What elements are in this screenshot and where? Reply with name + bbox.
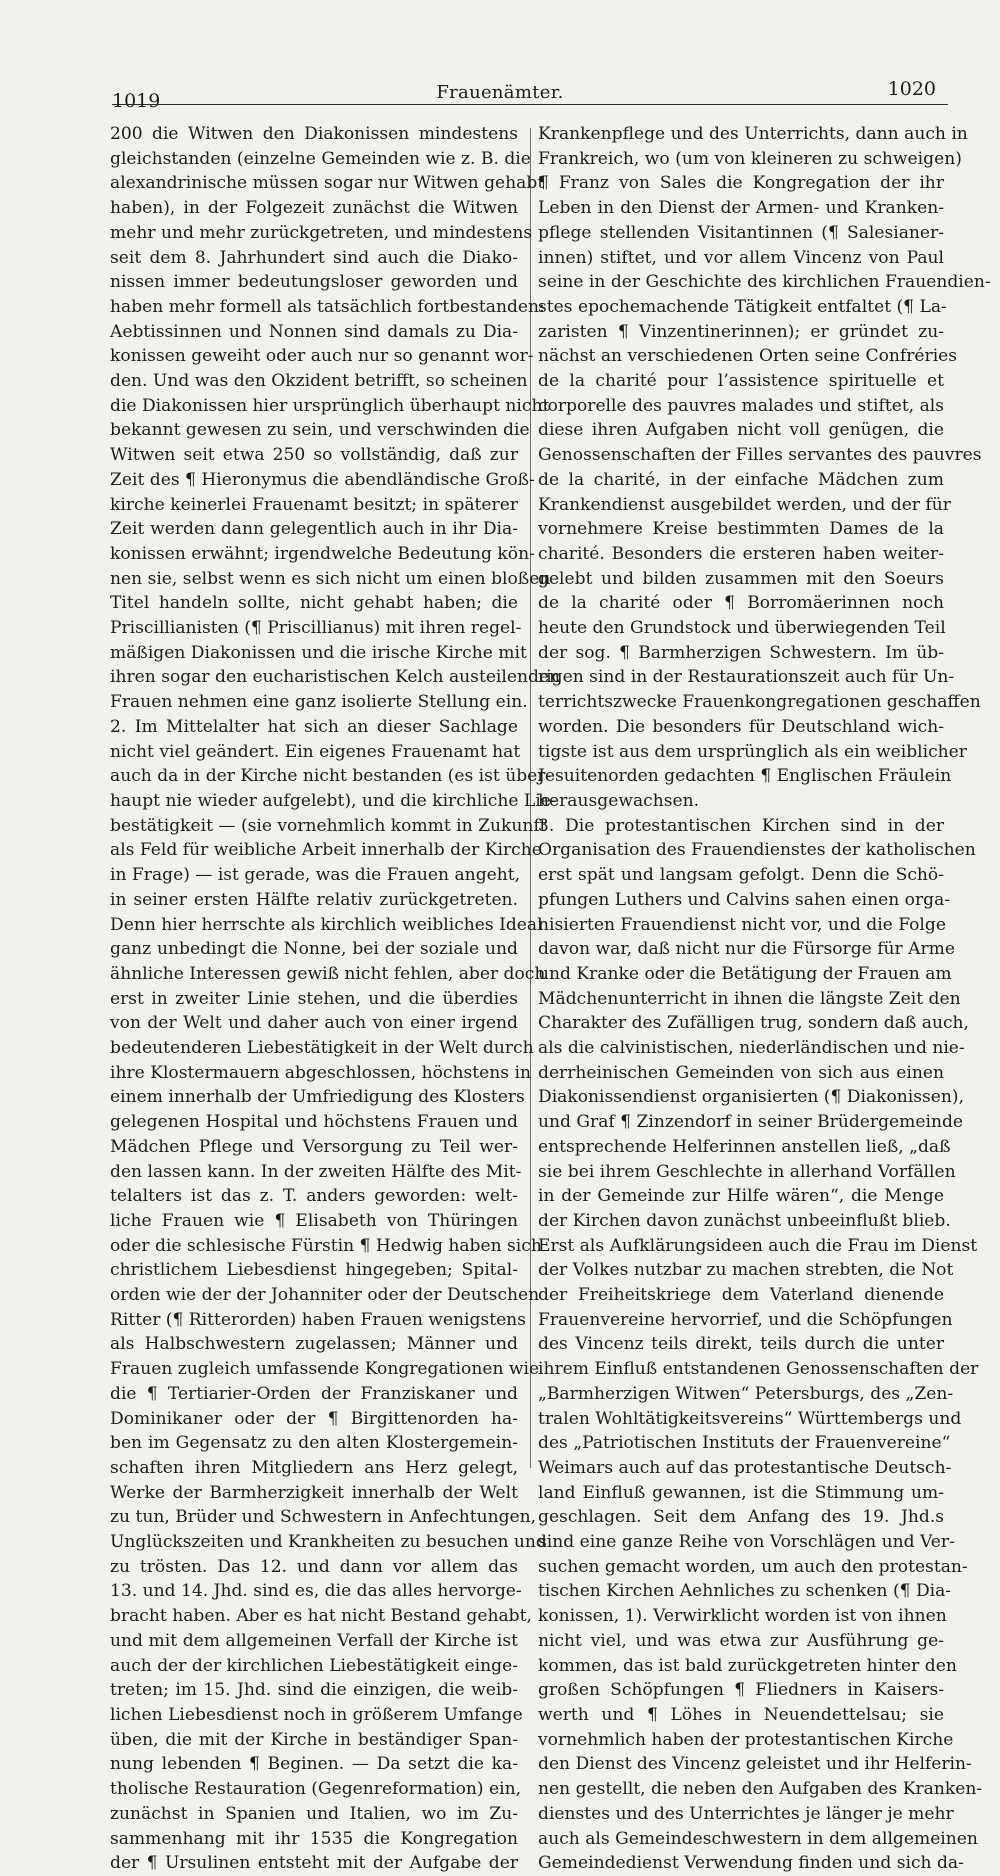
text-line: Frauen zugleich umfassende Kongregationen wie <box>110 1359 540 1380</box>
text-line: land Einfluß gewannen, ist die Stimmung um- <box>538 1482 944 1503</box>
text-line: 13. und 14. Jhd. sind es, die das alles hervorge- <box>110 1581 522 1602</box>
text-line: pflege stellenden Visitantinnen (¶ Salesianer- <box>538 222 944 243</box>
text-line: zu tun, Brüder und Schwestern in Anfechtungen, <box>110 1507 537 1528</box>
text-line: nen sie, selbst wenn es sich nicht um einen bloßen <box>110 568 551 589</box>
text-line: in seiner ersten Hälfte relativ zurückgetreten. <box>110 889 518 910</box>
text-line: pfungen Luthers und Calvins sahen einen orga- <box>538 889 951 910</box>
text-line: nissen immer bedeutungsloser geworden und <box>110 272 518 293</box>
text-line: des Vincenz teils direkt, teils durch die unter <box>538 1334 944 1355</box>
text-line: bekannt gewesen zu sein, und verschwinden die <box>110 420 530 441</box>
text-line: nicht viel, und was etwa zur Ausführung ge- <box>538 1630 944 1651</box>
text-line: Ritter (¶ Ritterorden) haben Frauen wenigstens <box>110 1309 526 1330</box>
text-line: Zeit werden dann gelegentlich auch in ihr Dia- <box>110 519 518 540</box>
text-line: seit dem 8. Jahrhundert sind auch die Diako- <box>110 247 518 268</box>
text-line: konissen, 1). Verwirklicht worden ist von ihnen <box>538 1606 947 1627</box>
text-line: großen Schöpfungen ¶ Fliedners in Kaisers- <box>538 1680 944 1701</box>
text-line: als Halbschwestern zugelassen; Männer und <box>110 1334 518 1355</box>
text-line: erst spät und langsam gefolgt. Denn die Schö- <box>538 865 944 886</box>
text-line: von der Welt und daher auch von einer irgend <box>110 1013 518 1034</box>
text-line: konissen erwähnt; irgendwelche Bedeutung kön- <box>110 543 535 564</box>
text-line: Witwen seit etwa 250 so vollständig, daß zur <box>110 445 518 466</box>
text-line: Frauen nehmen eine ganz isolierte Stellung ein. <box>110 692 528 713</box>
text-line: erst in zweiter Linie stehen, und die überdies <box>110 988 518 1009</box>
text-line: der Freiheitskriege dem Vaterland dienende <box>538 1285 944 1306</box>
text-line: zaristen ¶ Vinzentinerinnen); er gründet zu- <box>538 321 944 342</box>
text-line: geschlagen. Seit dem Anfang des 19. Jhd.s <box>538 1507 944 1528</box>
text-line: Frauenvereine hervorrief, und die Schöpfungen <box>538 1309 953 1330</box>
text-line: Erst als Aufklärungsideen auch die Frau im Dienst <box>538 1235 978 1256</box>
text-line: der Kirchen davon zunächst unbeeinflußt blieb. <box>538 1210 951 1231</box>
text-line: sammenhang mit ihr 1535 die Kongregation <box>110 1828 518 1849</box>
text-line: und mit dem allgemeinen Verfall der Kirche ist <box>110 1630 518 1651</box>
text-line: ähnliche Interessen gewiß nicht fehlen, aber doch <box>110 963 546 984</box>
text-line: orden wie der der Johanniter oder der Deutschen <box>110 1285 540 1306</box>
text-line: derrheinischen Gemeinden von sich aus einen <box>538 1062 944 1083</box>
text-line: als die calvinistischen, niederländischen und nie- <box>538 1038 965 1059</box>
text-line: lichen Liebesdienst noch in größerem Umfange <box>110 1705 523 1725</box>
text-line: und Graf ¶ Zinzendorf in seiner Brüdergemeinde <box>538 1112 964 1133</box>
text-line: Frankreich, wo (um von kleineren zu schweigen) <box>538 148 962 169</box>
text-line: konissen geweiht oder auch nur so genannt wor- <box>110 346 534 367</box>
text-line: haupt nie wieder aufgelebt), und die kirchliche Lie- <box>110 790 557 811</box>
text-line: gleichstanden (einzelne Gemeinden wie z. B. die <box>110 148 531 169</box>
text-line: Krankendienst ausgebildet werden, und der für <box>538 494 951 515</box>
text-line: haben), in der Folgezeit zunächst die Witwen <box>110 198 518 219</box>
text-line: Genossenschaften der Filles servantes des pauvres <box>538 445 982 466</box>
text-line: kommen, das ist bald zurückgetreten hinter den <box>538 1655 957 1676</box>
text-line: entsprechende Helferinnen anstellen ließ, „daß <box>538 1136 951 1157</box>
text-line: vornehmlich haben der protestantischen Kirche <box>538 1729 954 1750</box>
text-line: mäßigen Diakonissen und die irische Kirche mit <box>110 642 527 663</box>
text-line: nächst an verschiedenen Orten seine Confréries <box>538 346 958 367</box>
text-line: zunächst in Spanien und Italien, wo im Zu- <box>110 1803 518 1824</box>
text-line: gelegenen Hospital und höchstens Frauen und <box>110 1112 518 1133</box>
text-line: nung lebenden ¶ Beginen. — Da setzt die ka- <box>110 1754 518 1775</box>
text-line: Unglückszeiten und Krankheiten zu besuchen und <box>110 1532 547 1553</box>
text-line: Dominikaner oder der ¶ Birgittenorden ha- <box>110 1408 518 1429</box>
text-line: Aebtissinnen und Nonnen sind damals zu Dia- <box>110 321 518 342</box>
text-line: der sog. ¶ Barmherzigen Schwestern. Im üb- <box>538 642 944 663</box>
text-line: ganz unbedingt die Nonne, bei der soziale und <box>110 939 518 960</box>
text-line: nicht viel geändert. Ein eigenes Frauenamt hat <box>110 741 521 762</box>
text-line: nen gestellt, die neben den Aufgaben des Kranken- <box>538 1779 983 1800</box>
page-number-left: 1019 <box>112 90 161 112</box>
text-line: davon war, daß nicht nur die Fürsorge für Arme <box>538 939 955 960</box>
text-line: Priscillianisten (¶ Priscillianus) mit ihren regel- <box>110 618 522 639</box>
text-line: bedeutenderen Liebestätigkeit in der Welt durch <box>110 1038 534 1059</box>
text-line: werth und ¶ Löhes in Neuendettelsau; sie <box>538 1705 944 1725</box>
text-line: auch da in der Kirche nicht bestanden (es ist über- <box>110 766 552 787</box>
text-line: oder die schlesische Fürstin ¶ Hedwig haben sich <box>110 1235 542 1256</box>
text-line: Titel handeln sollte, nicht gehabt haben; die <box>110 593 518 614</box>
text-line: stes epochemachende Tätigkeit entfaltet (¶ La- <box>538 296 947 317</box>
text-line: Mädchen Pflege und Versorgung zu Teil wer- <box>110 1136 518 1157</box>
text-line: 2. Im Mittelalter hat sich an dieser Sachlage <box>110 716 518 737</box>
text-line: den. Und was den Okzident betrifft, so scheinen <box>110 371 528 392</box>
text-line: Charakter des Zufälligen trug, sondern daß auch, <box>538 1013 969 1034</box>
text-line: auch als Gemeindeschwestern in dem allgemeinen <box>538 1828 978 1849</box>
text-line: ihren sogar den eucharistischen Kelch austeilenden <box>110 667 561 688</box>
text-line: Zeit des ¶ Hieronymus die abendländische Groß- <box>110 469 535 490</box>
text-line: de la charité oder ¶ Borromäerinnen noch <box>538 593 944 614</box>
text-line: telalters ist das z. T. anders geworden: welt- <box>110 1186 518 1207</box>
text-line: ihre Klostermauern abgeschlossen, höchstens in <box>110 1062 531 1083</box>
text-line: suchen gemacht worden, um auch den protestan- <box>538 1556 968 1577</box>
text-line: worden. Die besonders für Deutschland wich- <box>538 716 944 737</box>
text-line: 200 die Witwen den Diakonissen mindestens <box>110 124 518 144</box>
text-line: tischen Kirchen Aehnliches zu schenken (¶ Dia- <box>538 1581 952 1602</box>
text-line: de la charité pour l’assistence spirituelle et <box>538 371 944 392</box>
text-line: tholische Restauration (Gegenreformation) ein, <box>110 1779 522 1800</box>
text-line: Mädchenunterricht in ihnen die längste Zeit den <box>538 988 961 1009</box>
running-head: Frauenämter. <box>436 82 564 103</box>
text-line: die Diakonissen hier ursprünglich überhaupt nicht <box>110 395 550 416</box>
text-line: in der Gemeinde zur Hilfe wären“, die Menge <box>538 1186 944 1207</box>
text-line: den lassen kann. In der zweiten Hälfte des Mit- <box>110 1161 522 1182</box>
text-line: charité. Besonders die ersteren haben weiter- <box>538 543 944 564</box>
header-rule <box>112 104 948 105</box>
text-line: Weimars auch auf das protestantische Deutsch- <box>538 1457 952 1478</box>
left-column <box>110 122 561 1876</box>
text-line: üben, die mit der Kirche in beständiger Span- <box>110 1729 518 1750</box>
text-line: rigen sind in der Restaurationszeit auch für Un- <box>538 667 955 688</box>
text-line: 3. Die protestantischen Kirchen sind in der <box>538 815 944 836</box>
text-line: vornehmere Kreise bestimmten Dames de la <box>538 519 944 540</box>
text-line: christlichem Liebesdienst hingegeben; Spital- <box>110 1260 518 1281</box>
text-line: einem innerhalb der Umfriedigung des Klosters <box>110 1087 525 1108</box>
text-line: der Volkes nutzbar zu machen strebten, die Not <box>538 1260 954 1281</box>
text-line: sie bei ihrem Geschlechte in allerhand Vorfällen <box>538 1161 956 1182</box>
text-line: Werke der Barmherzigkeit innerhalb der Welt <box>110 1482 518 1503</box>
text-line: corporelle des pauvres malades und stiftet, als <box>538 395 944 416</box>
right-column <box>538 122 991 1876</box>
text-line: Leben in den Dienst der Armen- und Kranken- <box>538 198 944 219</box>
text-line: Krankenpflege und des Unterrichts, dann auch in <box>538 124 968 144</box>
text-line: heute den Grundstock und überwiegenden Teil <box>538 618 946 639</box>
text-line: Denn hier herrschte als kirchlich weibliches Ideal <box>110 914 543 935</box>
text-line: den Dienst des Vincenz geleistet und ihr Helferin- <box>538 1754 972 1775</box>
text-line: bracht haben. Aber es hat nicht Bestand gehabt, <box>110 1606 532 1627</box>
text-line: tigste ist aus dem ursprünglich als ein weiblicher <box>538 741 967 762</box>
text-line: Jesuitenorden gedachten ¶ Englischen Fräulein <box>538 766 952 787</box>
text-line: zu trösten. Das 12. und dann vor allem das <box>110 1556 518 1577</box>
text-line: die ¶ Tertiarier-Orden der Franziskaner und <box>110 1383 518 1404</box>
text-line: kirche keinerlei Frauenamt besitzt; in späterer <box>110 494 518 515</box>
text-line: schaften ihren Mitgliedern ans Herz gelegt, <box>110 1457 518 1478</box>
text-line: haben mehr formell als tatsächlich fortbestanden: <box>110 296 545 317</box>
text-line: sind eine ganze Reihe von Vorschlägen und Ver- <box>538 1532 955 1553</box>
text-line: liche Frauen wie ¶ Elisabeth von Thüringen <box>110 1210 518 1231</box>
text-line: terrichtszwecke Frauenkongregationen geschaffen <box>538 692 981 713</box>
text-line: ihrem Einfluß entstandenen Genossenschaften der <box>538 1359 979 1380</box>
text-line: bestätigkeit — (sie vornehmlich kommt in Zukunft <box>110 815 547 836</box>
text-line: ben im Gegensatz zu den alten Klostergemein- <box>110 1433 518 1454</box>
text-line: tralen Wohltätigkeitsvereins“ Württembergs und <box>538 1408 962 1429</box>
text-line: treten; im 15. Jhd. sind die einzigen, die weib- <box>110 1680 518 1701</box>
text-line: alexandrinische müssen sogar nur Witwen gehabt <box>110 173 545 194</box>
text-line: dienstes und des Unterrichtes je länger je mehr <box>538 1803 954 1824</box>
text-line: „Barmherzigen Witwen“ Petersburgs, des „Zen- <box>538 1383 954 1404</box>
text-line: gelebt und bilden zusammen mit den Soeurs <box>538 568 944 589</box>
text-line: seine in der Geschichte des kirchlichen Frauendien- <box>538 272 991 293</box>
text-line: nisierten Frauendienst nicht vor, und die Folge <box>538 914 946 935</box>
text-line: in Frage) — ist gerade, was die Frauen angeht, <box>110 865 521 886</box>
text-line: Diakonissendienst organisierten (¶ Diakonissen), <box>538 1087 965 1108</box>
text-line: Gemeindedienst Verwendung finden und sich da- <box>538 1853 964 1874</box>
text-line: mehr und mehr zurückgetreten, und mindestens <box>110 222 533 243</box>
text-line: Organisation des Frauendienstes der katholischen <box>538 840 976 861</box>
text-line: diese ihren Aufgaben nicht voll genügen, die <box>538 420 944 441</box>
text-line: innen) stiftet, und vor allem Vincenz von Paul <box>538 247 944 268</box>
text-line: auch der der kirchlichen Liebestätigkeit einge- <box>110 1655 518 1676</box>
page-number-right: 1020 <box>887 78 936 100</box>
text-line: ¶ Franz von Sales die Kongregation der ihr <box>538 173 944 194</box>
text-line: des „Patriotischen Instituts der Frauenvereine“ <box>538 1433 951 1454</box>
text-line: der ¶ Ursulinen entsteht mit der Aufgabe der <box>110 1853 518 1874</box>
text-line: als Feld für weibliche Arbeit innerhalb der Kirche <box>110 840 542 861</box>
text-line: herausgewachsen. <box>538 790 700 811</box>
text-line: und Kranke oder die Betätigung der Frauen am <box>538 963 952 984</box>
text-line: de la charité, in der einfache Mädchen zum <box>538 469 944 490</box>
